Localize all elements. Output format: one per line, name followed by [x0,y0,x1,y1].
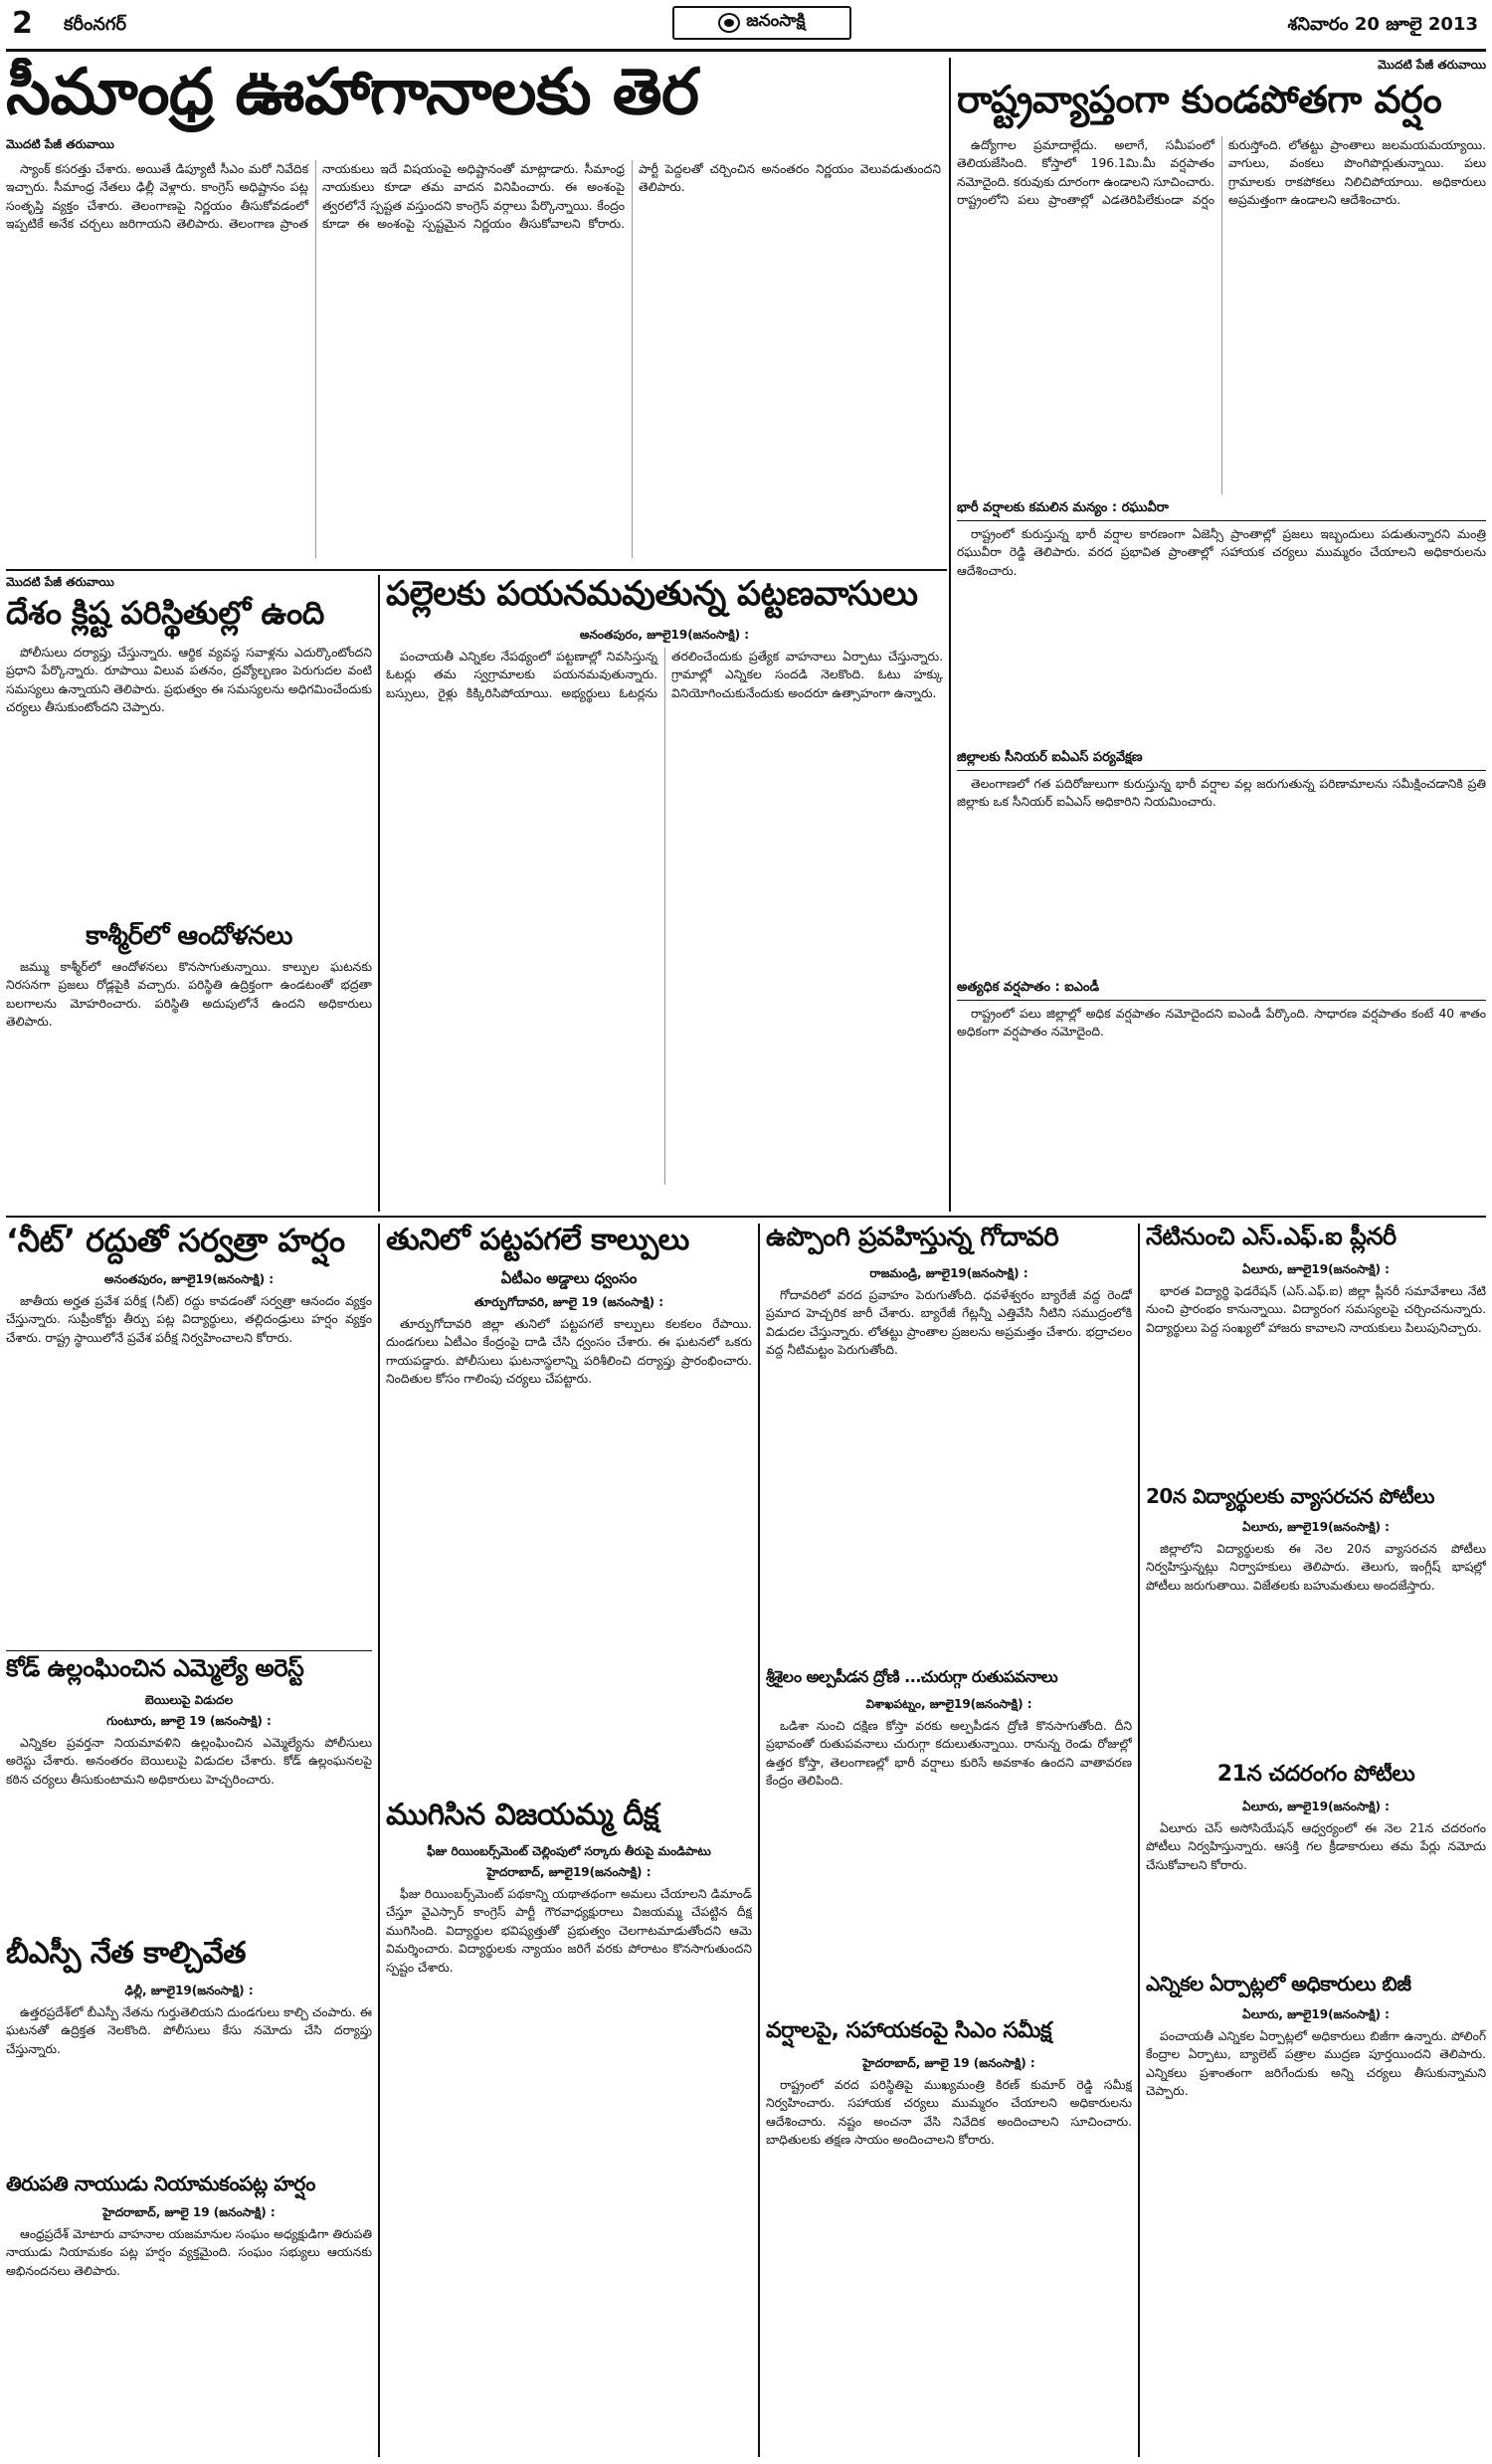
issue-date: శనివారం 20 జూలై 2013 [1287,14,1478,35]
cm-review-text: రాష్ట్రంలో వరద పరిస్థితిపై ముఖ్యమంత్రి కిరణ్‌ కుమార్‌ రెడ్డి సమీక్ష నిర్వహించారు. సహాయక చర్యలు ముమ్మరం చేయాలని అధికారులను ఆదేశించారు. నష్టం అంచనా వేసి నివేదిక అందించాలని సూచించారు. బాధితులకు తక్షణ సాయం అందించాలని కోరారు. [766,2078,1132,2148]
vijayamma-subheadline: ఫీజు రియింబర్స్‌మెంట్‌ చెల్లింపులో సర్కారు తీరుపై మండిపాటు [427,1844,711,1858]
lead-body [6,160,941,558]
rain-box3-title: అత్యధిక వర్షపాతం : ఐఎండీ [957,980,1486,1001]
code-body [6,1734,372,1933]
neet-article [6,1224,372,2457]
code-kicker: బెయిలుపై విడుదల [144,1693,234,1707]
crisis-kicker: మొదటి పేజీ తరువాయి [6,575,114,589]
chess-text: ఏలూరు చెస్‌ అసోసియేషన్‌ ఆధ్వర్యంలో ఈ నెల 21న చదరంగం పోటీలు నిర్వహిస్తున్నారు. ఆసక్తి గల క్రీడాకారులు తమ పేర్లు నమోదు చేసుకోవాలని కోరారు. [1146,1821,1486,1872]
elections-headline: ఎన్నికల ఏర్పాట్లలో అధికారులు బిజీ [1146,1973,1411,1995]
tirupati-dateline: హైదరాబాద్‌, జూలై 19 (జనంసాక్షి) : [102,2205,276,2219]
essay-dateline: ఏలూరు, జూలై19(జనంసాక్షి) : [1242,1520,1390,1534]
tuni-dateline: తూర్పుగోదావరి, జూలై 19 (జనంసాక్షి) : [473,1295,664,1309]
tirupati-text: ఆంధ్రప్రదేశ్‌ మోటారు వాహనాల యజమానుల సంఘం అధ్యక్షుడిగా తిరుపతి నాయుడు నియామకం పట్ల హర్షం వ్యక్తమైంది. సంఘం సభ్యులు ఆయనకు అభినందనలు తెలిపారు. [6,2227,372,2278]
column-divider [758,1224,760,2457]
villages-body [386,648,943,1185]
essay-text: జిల్లాలోని విద్యార్థులకు ఈ నెల 20న వ్యాసరచన పోటీలు నిర్వహిస్తున్నట్లు నిర్వాహకులు తెలిపారు. తెలుగు, ఇంగ్లీష్‌ భాషల్లో పోటీలు జరుగుతాయి. విజేతలకు బహుమతులు అందజేస్తారు. [1146,1542,1486,1593]
sfi-body [1146,1282,1486,1481]
tirupati-body [6,2225,372,2325]
vijayamma-headline: ముగిసిన విజయమ్మ దీక్ష [386,1799,659,1832]
tuni-text: తూర్పుగోదావరి జిల్లా తునిలో పట్టపగలే కాల్పులు కలకలం రేపాయి. దుండగులు ఏటీఎం కేంద్రంపై దాడి చేసి ధ్వంసం చేశారు. ఈ ఘటనలో ఒకరు గాయపడ్డారు. పోలీసులు ఘటనాస్థలాన్ని పరిశీలించి దర్యాప్తు ప్రారంభించారు. నిందితుల కోసం గాలింపు చర్యలు చేపట్టారు. [386,1317,752,1387]
srisailam-dateline: విశాఖపట్నం, జూలై19(జనంసాక్షి) : [865,1697,1032,1711]
elections-body [1146,2027,1486,2445]
section-divider [6,1216,1486,1218]
sfi-text: భారత విద్యార్థి ఫెడరేషన్‌ (ఎస్‌.ఎఫ్‌.ఐ) జిల్లా ప్లీనరీ సమావేశాలు నేటి నుంచి ప్రారంభం కానున్నాయి. విద్యారంగ సమస్యలపై చర్చించనున్నారు. విద్యార్థులు పెద్ద సంఖ్యలో హాజరు కావాలని నాయకులు పిలుపునిచ్చారు. [1146,1284,1486,1335]
godavari-dateline: రాజమండ్రి, జూలై19(జనంసాక్షి) : [869,1266,1028,1280]
kashmir-body [6,958,372,1197]
villages-headline: పల్లెలకు పయనమవుతున్న పట్టణవాసులు [386,575,918,614]
tuni-article [386,1224,752,2457]
rain-article [957,58,1486,1212]
crisis-headline: దేశం క్లిష్ట పరిస్థితుల్లో ఉంది [6,596,324,632]
code-dateline: గుంటూరు, జూలై 19 (జనంసాక్షి) : [106,1714,272,1728]
neet-text: జాతీయ అర్హత ప్రవేశ పరీక్ష (నీట్‌) రద్దు కావడంతో సర్వత్రా ఆనందం వ్యక్తం చేస్తున్నారు. సుప్రీంకోర్టు తీర్పు పట్ల విద్యార్థులు, తల్లిదండ్రులు హర్షం వ్యక్తం చేశారు. రాష్ట్ర స్థాయిలోనే ప్రవేశ పరీక్ష నిర్వహించాలని కోరారు. [6,1294,372,1345]
rain-box1-title: భారీ వర్షాలకు కమలిన మన్యం : రఘువీరా [957,500,1486,521]
rain-box2-body [957,775,1486,974]
vijayamma-dateline: హైదరాబాద్‌, జూలై19(జనంసాక్షి) : [486,1865,652,1879]
neet-dateline: అనంతపురం, జూలై19(జనంసాక్షి) : [103,1272,275,1286]
elections-text: పంచాయతీ ఎన్నికల ఏర్పాట్లలో అధికారులు బిజీగా ఉన్నారు. పోలింగ్‌ కేంద్రాల ఏర్పాటు, బ్యాలెట్‌ పత్రాల ముద్రణ పూర్తయిందని తెలిపారు. ఎన్నికలు ప్రశాంతంగా జరిగేందుకు అన్ని చర్యలు తీసుకున్నామని చెప్పారు. [1146,2029,1486,2099]
crisis-body [6,644,372,922]
lead-text: స్యాంక్‌ కసరత్తు చేశారు. అయితే డిప్యూటీ సీఎం మరో నివేదిక ఇచ్చారు. సీమాంధ్ర నేతలు ఢిల్లీ వెళ్లారు. కాంగ్రెస్‌ అధిష్టానం పట్ల సంతృప్తి వ్యక్తం చేశారు. తెలంగాణపై నిర్ణయం తీసుకోవడంలో ఇప్పటికే అనేక చర్చలు జరిగాయని తెలిపారు. తెలంగాణ ప్రాంత నాయకులు ఇదే విషయంపై అధిష్టానంతో మాట్లాడారు. సీమాంధ్ర నాయకులు కూడా తమ వాదన వినిపించారు. ఈ అంశంపై త్వరలోనే స్పష్టత వస్తుందని కాంగ్రెస్‌ వర్గాలు పేర్కొన్నాయి. కేంద్రం కూడా ఈ అంశంపై స్పష్టమైన నిర్ణయం తీసుకోవాలని కోరారు. పార్టీ పెద్దలతో చర్చించిన అనంతరం నిర్ణయం వెలువడుతుందని తెలిపారు. [6,162,941,232]
crisis-article [6,575,372,1212]
sfi-dateline: ఏలూరు, జూలై19(జనంసాక్షి) : [1242,1262,1390,1276]
neet-headline: ‘నీట్‌’ రద్దుతో సర్వత్రా హర్షం [6,1224,345,1259]
vijayamma-text: ఫీజు రియింబర్స్‌మెంట్‌ పథకాన్ని యథాతథంగా అమలు చేయాలని డిమాండ్‌ చేస్తూ వైఎస్సార్‌ కాంగ్రెస్‌ పార్టీ గౌరవాధ్యక్షురాలు విజయమ్మ చేపట్టిన దీక్ష ముగిసింది. విద్యార్థుల భవిష్యత్తుతో ప్రభుత్వం చెలగాటమాడుతోందని ఆమె విమర్శించారు. విద్యార్థులకు న్యాయం జరిగే వరకు పోరాటం కొనసాగుతుందని స్పష్టం చేశారు. [386,1887,752,1975]
cm-review-headline: వర్షాలపై, సహాయకంపై సిఎం సమీక్ష [766,2019,1052,2043]
srisailam-body [766,1717,1132,2015]
newspaper-page [6,0,1486,2464]
column-divider [1138,1224,1140,2457]
villages-text: పంచాయతీ ఎన్నికల నేపథ్యంలో పట్టణాల్లో నివసిస్తున్న ఓటర్లు తమ స్వగ్రామాలకు పయనమవుతున్నారు. బస్సులు, రైళ్లు కిక్కిరిసిపోయాయి. అభ్యర్థులు ఓటర్లను తరలించేందుకు ప్రత్యేక వాహనాలు ఏర్పాటు చేస్తున్నారు. గ్రామాల్లో ఎన్నికల సందడి నెలకొంది. ఓటు హక్కు వినియోగించుకునేందుకు అందరూ ఉత్సాహంగా ఉన్నారు. [386,650,943,700]
lead-article [6,58,941,565]
essay-headline: 20న విద్యార్థులకు వ్యాసరచన పోటీలు [1146,1485,1434,1508]
cm-review-body [766,2076,1132,2454]
paper-logo [672,6,851,40]
sfi-article [1146,1224,1486,2457]
paper-name: జనంసాక్షి [746,11,806,31]
villages-article [386,575,943,1212]
column-divider [949,58,951,1212]
godavari-article [766,1224,1132,2457]
rain-box1-text: రాష్ట్రంలో కురుస్తున్న భారీ వర్షాల కారణంగా ఏజెన్సీ ప్రాంతాల్లో ప్రజలు ఇబ్బందులు పడుతున్నారని మంత్రి రఘువీరా రెడ్డి తెలిపారు. వరద ప్రభావిత ప్రాంతాల్లో సహాయక చర్యలు ముమ్మరం చేయాలని అధికారులను ఆదేశించారు. [957,527,1486,578]
cm-review-dateline: హైదరాబాద్‌, జూలై 19 (జనంసాక్షి) : [862,2056,1035,2070]
tuni-body [386,1315,752,1793]
essay-body [1146,1540,1486,1759]
sfi-headline: నేటినుంచి ఎస్‌.ఎఫ్‌.ఐ ప్లీనరీ [1146,1224,1397,1250]
rain-headline: రాష్ట్రవ్యాప్తంగా కుండపోతగా వర్షం [957,79,1442,121]
column-divider [378,1224,380,2457]
neet-body [6,1292,372,1650]
crisis-text: పోలీసులు దర్యాప్తు చేస్తున్నారు. ఆర్థిక వ్యవస్థ సవాళ్లను ఎదుర్కొంటోందని ప్రధాని పేర్కొన్నారు. రూపాయి విలువ పతనం, ద్రవ్యోల్బణం పెరుగుదల వంటి సమస్యలు ఉన్నాయని తెలిపారు. ప్రభుత్వం ఈ సమస్యలను అధిగమించేందుకు చర్యలు తీసుకుంటోందని చెప్పారు. [6,646,372,715]
tuni-subheadline: ఏటీఎం అడ్డాలు ధ్వంసం [500,1269,638,1287]
srisailam-headline: శ్రీశైలం అల్పపీడన ద్రోణి ...చురుగ్గా రుతుపవనాలు [766,1668,1058,1686]
rain-body [957,136,1486,494]
logo-emblem-icon [718,13,740,33]
masthead [6,0,1486,52]
lead-kicker: మొదటి పేజీ తరువాయి [6,137,114,151]
section-divider [6,569,947,571]
story-divider [6,1650,372,1651]
tirupati-headline: తిరుపతి నాయుడు నియామకంపట్ల హర్షం [6,2173,315,2195]
column-divider [378,575,380,1212]
code-headline: కోడ్‌ ఉల్లంఘించిన ఎమ్మెల్యే అరెస్ట్‌ [6,1655,304,1682]
godavari-body [766,1286,1132,1664]
bsp-text: ఉత్తరప్రదేశ్‌లో బీఎస్పీ నేతను గుర్తుతెలియని దుండగులు కాల్చి చంపారు. ఈ ఘటనతో ఉద్రిక్తత నెలకొంది. పోలీసులు కేసు నమోదు చేసి దర్యాప్తు చేస్తున్నారు. [6,2005,372,2056]
rain-box1-body [957,525,1486,744]
bsp-headline: బీఎస్పీ నేత కాల్చివేత [6,1937,247,1971]
code-text: ఎన్నికల ప్రవర్తనా నియమావళిని ఉల్లంఘించిన ఎమ్మెల్యేను పోలీసులు అరెస్టు చేశారు. అనంతరం బెయిలుపై విడుదల చేశారు. కోడ్‌ ఉల్లంఘనలపై కఠిన చర్యలు తీసుకుంటామని అధికారులు హెచ్చరించారు. [6,1736,372,1787]
tuni-headline: తునిలో పట్టపగలే కాల్పులు [386,1224,689,1257]
kashmir-text: జమ్ము కాశ్మీర్‌లో ఆందోళనలు కొనసాగుతున్నాయి. కాల్పుల ఘటనకు నిరసనగా ప్రజలు రోడ్లపైకి వచ్చారు. పరిస్థితి ఉద్రిక్తంగా ఉండటంతో భద్రతా బలగాలను మోహరించారు. పరిస్థితి అదుపులోనే ఉందని అధికారులు తెలిపారు. [6,960,372,1030]
bsp-dateline: ఢిల్లీ, జూలై19(జనంసాక్షి) : [124,1984,254,1997]
rain-box3-text: రాష్ట్రంలో పలు జిల్లాల్లో అధిక వర్షపాతం నమోదైందని ఐఎండీ పేర్కొంది. సాధారణ వర్షపాతం కంటే 40 శాతం అధికంగా వర్షపాతం నమోదైంది. [957,1007,1486,1040]
villages-dateline: అనంతపురం, జూలై19(జనంసాక్షి) : [579,628,750,642]
rain-kicker: మొదటి పేజీ తరువాయి [1378,58,1486,72]
chess-dateline: ఏలూరు, జూలై19(జనంసాక్షి) : [1242,1800,1390,1813]
chess-headline: 21న చదరంగం పోటీలు [1216,1763,1415,1787]
elections-dateline: ఏలూరు, జూలై19(జనంసాక్షి) : [1242,2007,1390,2021]
rain-box2-title: జిల్లాలకు సీనియర్‌ ఐఏఎస్‌ పర్యవేక్షణ [957,750,1486,771]
rain-box3-body [957,1005,1486,1144]
vijayamma-body [386,1885,752,2402]
page-number: 2 [12,6,33,41]
edition-city: కరీంనగర్ [64,14,126,35]
godavari-headline: ఉప్పొంగి ప్రవహిస్తున్న గోదావరి [766,1224,1059,1252]
chess-body [1146,1819,1486,1969]
bsp-body [6,2003,372,2173]
lead-headline: సీమాంధ్ర ఊహాగానాలకు తెర [6,58,699,129]
srisailam-text: ఒడిశా నుంచి దక్షిణ కోస్తా వరకు అల్పపీడన ద్రోణి కొనసాగుతోంది. దీని ప్రభావంతో రుతుపవనాలు చురుగ్గా కదులుతున్నాయి. రానున్న రెండు రోజుల్లో ఉత్తర కోస్తా, తెలంగాణల్లో భారీ వర్షాలు కురిసే అవకాశం ఉందని వాతావరణ కేంద్రం తెలిపింది. [766,1719,1132,1789]
godavari-text: గోదావరిలో వరద ప్రవాహం పెరుగుతోంది. ధవళేశ్వరం బ్యారేజీ వద్ద రెండో ప్రమాద హెచ్చరిక జారీ చేశారు. బ్యారేజీ గేట్లన్నీ ఎత్తివేసి నీటిని సముద్రంలోకి విడుదల చేస్తున్నారు. లోతట్టు ప్రాంతాల ప్రజలను అప్రమత్తం చేశారు. భద్రాచలం వద్ద నీటిమట్టం పెరుగుతోంది. [766,1288,1132,1358]
rain-box2-text: తెలంగాణలో గత పదిరోజులుగా కురుస్తున్న భారీ వర్షాల వల్ల జరుగుతున్న పరిణామాలను సమీక్షించడానికి ప్రతి జిల్లాకు ఒక సీనియర్‌ ఐఏఎస్‌ అధికారిని నియమించారు. [957,777,1486,810]
rain-text: ఉద్యోగాల ప్రమాదాల్లేదు. అలాగే, సమీపంలో తెలియజేసింది. కోస్తాలో 196.1మి.మీ వర్షపాతం నమోదైంది. కరువుకు దూరంగా ఉండాలని సూచించారు. రాష్ట్రంలోని పలు ప్రాంతాల్లో ఎడతెరిపిలేకుండా వర్షం కురుస్తోంది. లోతట్టు ప్రాంతాలు జలమయమయ్యాయి. వాగులు, వంకలు పొంగిపొర్లుతున్నాయి. పలు గ్రామాలకు రాకపోకలు నిలిచిపోయాయి. అధికారులు అప్రమత్తంగా ఉండాలని ఆదేశించారు. [957,138,1486,208]
kashmir-headline: కాశ్మీర్‌లో ఆందోళనలు [86,922,292,951]
